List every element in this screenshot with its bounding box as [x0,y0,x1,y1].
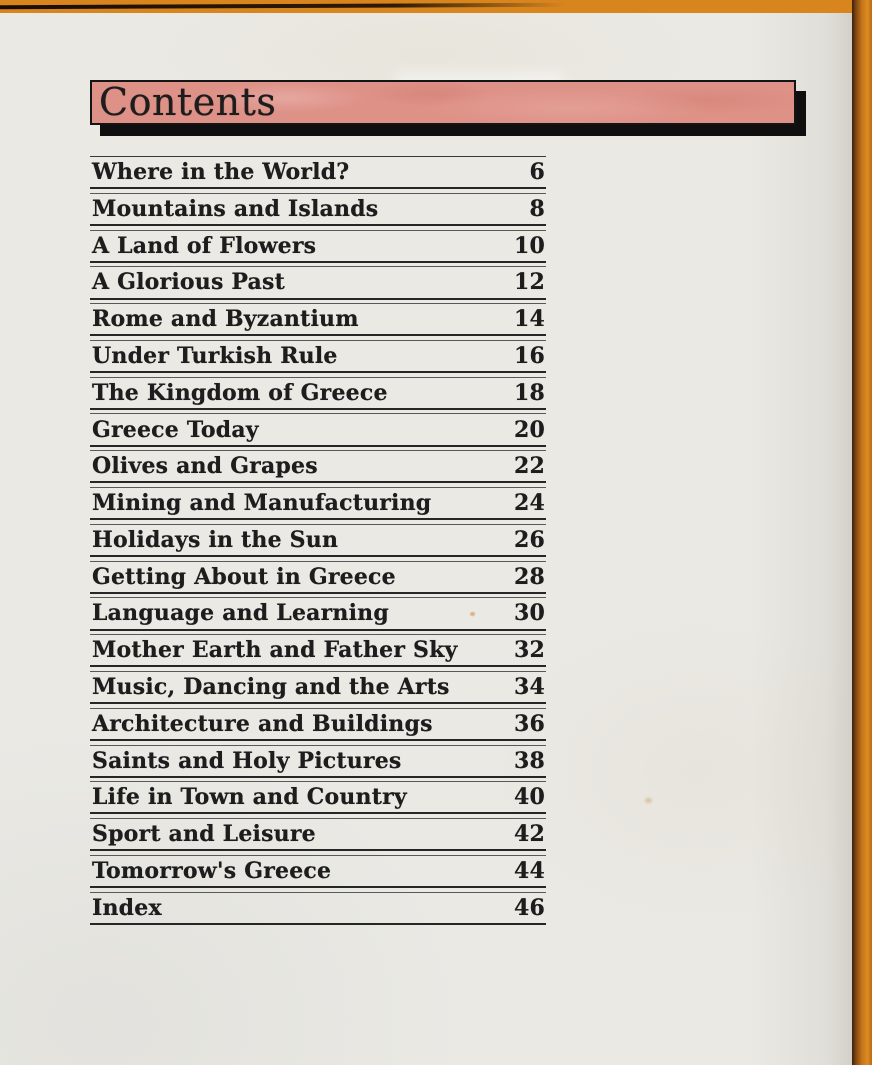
toc-entry-page: 40 [513,784,545,811]
toc-entry-page: 12 [513,269,545,296]
toc-row [90,487,546,520]
toc-entry-page: 10 [513,232,545,259]
toc-entry-title: Mountains and Islands [92,195,379,222]
toc-row [90,524,546,557]
toc-row [90,561,546,594]
toc-entry-page: 28 [513,563,545,590]
toc-entry-title: The Kingdom of Greece [92,379,388,406]
toc-entry-page: 8 [529,195,545,222]
toc-entry-page: 22 [513,453,545,480]
toc-row [90,708,546,741]
toc-entry-title: Language and Learning [92,600,389,627]
toc-list [90,156,546,925]
contents-banner [90,80,796,125]
toc-entry-title: Olives and Grapes [92,453,318,480]
toc-row [90,193,546,226]
toc-row [90,303,546,336]
toc-entry-page: 26 [513,526,545,553]
toc-row [90,230,546,263]
toc-row [90,855,546,888]
toc-row [90,377,546,410]
book-cover-right-edge [852,0,872,1065]
toc-entry-page: 24 [513,490,545,517]
toc-entry-page: 44 [513,857,545,884]
toc-row [90,781,546,814]
toc-row [90,671,546,704]
toc-row [90,892,546,925]
toc-entry-page: 30 [513,600,545,627]
book-cover-top-groove [0,3,565,9]
toc-entry-page: 32 [513,637,545,664]
toc-entry-title: Holidays in the Sun [92,526,339,553]
page-title: Contents [99,80,277,124]
toc-entry-title: Music, Dancing and the Arts [92,674,450,701]
toc-row [90,266,546,299]
toc-row [90,818,546,851]
toc-entry-page: 14 [513,306,545,333]
toc-entry-title: Saints and Holy Pictures [92,747,402,774]
toc-entry-page: 42 [513,821,545,848]
toc-entry-title: Under Turkish Rule [92,343,338,369]
toc-entry-title: Getting About in Greece [92,563,396,590]
toc-entry-title: Index [92,894,162,921]
toc-entry-page: 46 [513,894,545,921]
book-cover-top-edge [0,0,872,13]
toc-row [90,634,546,667]
toc-entry-page: 36 [513,710,545,737]
toc-entry-title: Mining and Manufacturing [92,490,432,517]
toc-entry-page: 38 [513,747,545,774]
toc-entry-title: Where in the World? [92,159,350,186]
toc-row [90,450,546,483]
paper-stain [645,798,652,803]
toc-entry-title: Life in Town and Country [92,784,407,811]
toc-row [90,745,546,778]
toc-entry-page: 20 [513,416,545,443]
toc-row [90,156,546,189]
toc-entry-page: 18 [513,379,545,406]
toc-row [90,340,546,373]
toc-entry-title: Tomorrow's Greece [92,857,332,884]
toc-entry-title: A Land of Flowers [92,232,317,259]
toc-entry-title: Mother Earth and Father Sky [92,637,458,664]
toc-entry-page: 6 [529,159,545,186]
toc-entry-title: Rome and Byzantium [92,306,359,333]
toc-row [90,597,546,630]
toc-entry-title: Architecture and Buildings [92,710,433,737]
toc-entry-title: Greece Today [92,416,259,443]
toc-entry-page: 34 [513,674,545,701]
toc-entry-title: A Glorious Past [92,269,285,296]
toc-row [90,413,546,446]
toc-entry-title: Sport and Leisure [92,821,316,848]
toc-entry-page: 16 [513,343,545,369]
